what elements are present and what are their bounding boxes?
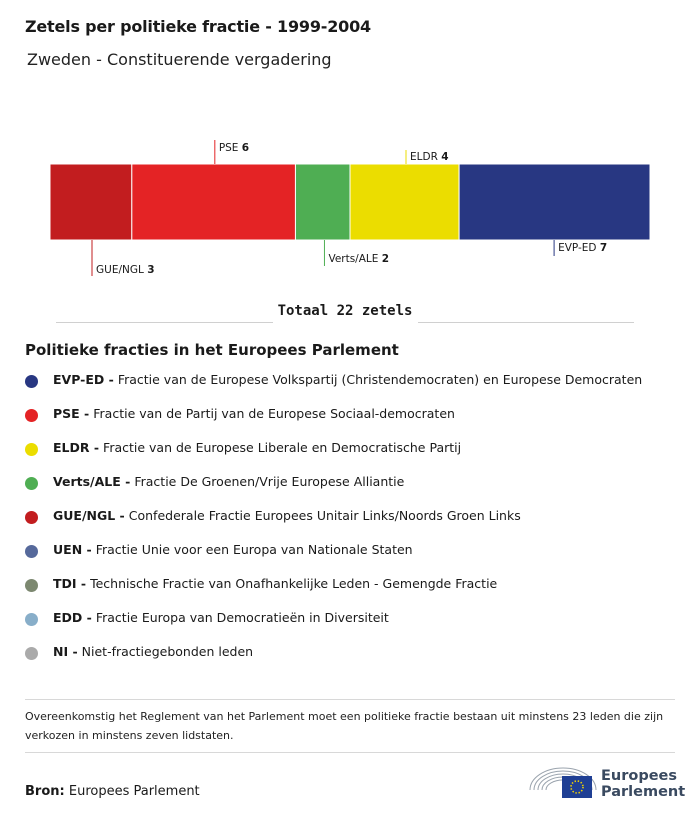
legend-item-text	[53, 440, 461, 455]
data-label-name: GUE/NGL	[96, 264, 148, 276]
legend-title: Politieke fracties in het Europees Parlement	[25, 341, 399, 359]
legend-color-dot	[25, 409, 38, 422]
legend-item-text	[53, 644, 253, 659]
logo-text-line2: Parlement	[601, 784, 686, 800]
data-label-name: PSE	[218, 142, 242, 154]
legend-item-text	[53, 508, 521, 523]
legend-desc: Fractie van de Europese Liberale en Democratische Partij	[103, 440, 462, 455]
footer-divider-bottom	[25, 752, 675, 753]
legend-item-text	[53, 610, 389, 625]
bar-segment-evp-ed	[459, 164, 650, 240]
bar-segment-pse	[132, 164, 296, 240]
data-label-value: 7	[599, 242, 608, 254]
legend-item	[25, 406, 642, 440]
legend-list	[25, 372, 642, 678]
data-label-value: 2	[381, 253, 390, 265]
legend-color-dot	[25, 579, 38, 592]
source-label: Bron:	[25, 784, 65, 799]
data-label-name: Verts/ALE	[328, 253, 382, 265]
total-left-rule	[56, 322, 273, 323]
legend-desc: Fractie van de Europese Volkspartij (Christendemocraten) en Europese Democraten	[117, 372, 643, 387]
legend-item	[25, 474, 642, 508]
data-label	[558, 242, 607, 254]
data-label-value: 4	[441, 151, 449, 163]
legend-item-text	[53, 372, 642, 387]
data-label-name: ELDR	[410, 151, 442, 163]
source-value: Europees Parlement	[68, 784, 200, 799]
legend-color-dot	[25, 545, 38, 558]
legend-desc: Fractie Europa van Democratieën in Diversiteit	[95, 610, 389, 625]
bar-segment-gue-ngl	[50, 164, 132, 240]
legend-item-text	[53, 474, 404, 489]
chart-title: Zetels per politieke fractie - 1999-2004	[25, 17, 371, 36]
legend-desc: Confederale Fractie Europees Unitair Links/Noords Groen Links	[128, 508, 521, 523]
data-label	[219, 142, 249, 154]
european-parliament-logo	[528, 762, 686, 802]
legend-desc: Technische Fractie van Onafhankelijke Leden - Gemengde Fractie	[90, 576, 498, 591]
legend-abbr: GUE/NGL -	[53, 508, 125, 523]
legend-abbr: PSE -	[53, 406, 90, 421]
legend-abbr: EVP-ED -	[53, 372, 114, 387]
legend-abbr: TDI -	[53, 576, 87, 591]
legend-desc: Niet-fractiegebonden leden	[81, 644, 254, 659]
bar-segment-eldr	[350, 164, 459, 240]
data-label	[410, 151, 449, 163]
legend-color-dot	[25, 443, 38, 456]
legend-desc: Fractie Unie voor een Europa van Nationale Staten	[95, 542, 413, 557]
legend-item-text	[53, 542, 413, 557]
bar-segment-verts-ale	[295, 164, 350, 240]
total-seats-label: Totaal 22 zetels	[277, 303, 413, 319]
legend-color-dot	[25, 613, 38, 626]
legend-abbr: Verts/ALE -	[53, 474, 131, 489]
data-label-name: EVP-ED	[558, 242, 600, 254]
data-label	[96, 264, 155, 276]
legend-item-text	[53, 406, 455, 421]
legend-item	[25, 508, 642, 542]
legend-item-text	[53, 576, 497, 591]
legend-color-dot	[25, 375, 38, 388]
source-line	[25, 784, 200, 799]
footnote: Overeenkomstig het Reglement van het Parlement moet een politieke fractie bestaan uit minstens 23 leden die zijn verkozen in minstens zeven lidstaten.	[25, 710, 664, 742]
data-label-value: 6	[241, 142, 250, 154]
legend-item	[25, 644, 642, 678]
hemicycle-icon	[528, 762, 598, 802]
data-label-value: 3	[147, 264, 155, 276]
total-right-rule	[418, 322, 634, 323]
legend-item	[25, 576, 642, 610]
legend-desc: Fractie van de Partij van de Europese Sociaal-democraten	[93, 406, 455, 421]
legend-abbr: NI -	[53, 644, 78, 659]
legend-abbr: ELDR -	[53, 440, 100, 455]
legend-item	[25, 542, 642, 576]
data-label	[328, 253, 389, 265]
legend-color-dot	[25, 511, 38, 524]
legend-color-dot	[25, 477, 38, 490]
legend-item	[25, 440, 642, 474]
legend-item	[25, 610, 642, 644]
legend-item	[25, 372, 642, 406]
legend-abbr: EDD -	[53, 610, 92, 625]
footer-divider-top	[25, 699, 675, 700]
seat-bar-chart	[0, 130, 700, 290]
logo-text-line1: Europees	[601, 768, 678, 784]
chart-subtitle: Zweden - Constituerende vergadering	[27, 50, 332, 69]
legend-abbr: UEN -	[53, 542, 92, 557]
legend-desc: Fractie De Groenen/Vrije Europese Alliantie	[134, 474, 405, 489]
legend-color-dot	[25, 647, 38, 660]
